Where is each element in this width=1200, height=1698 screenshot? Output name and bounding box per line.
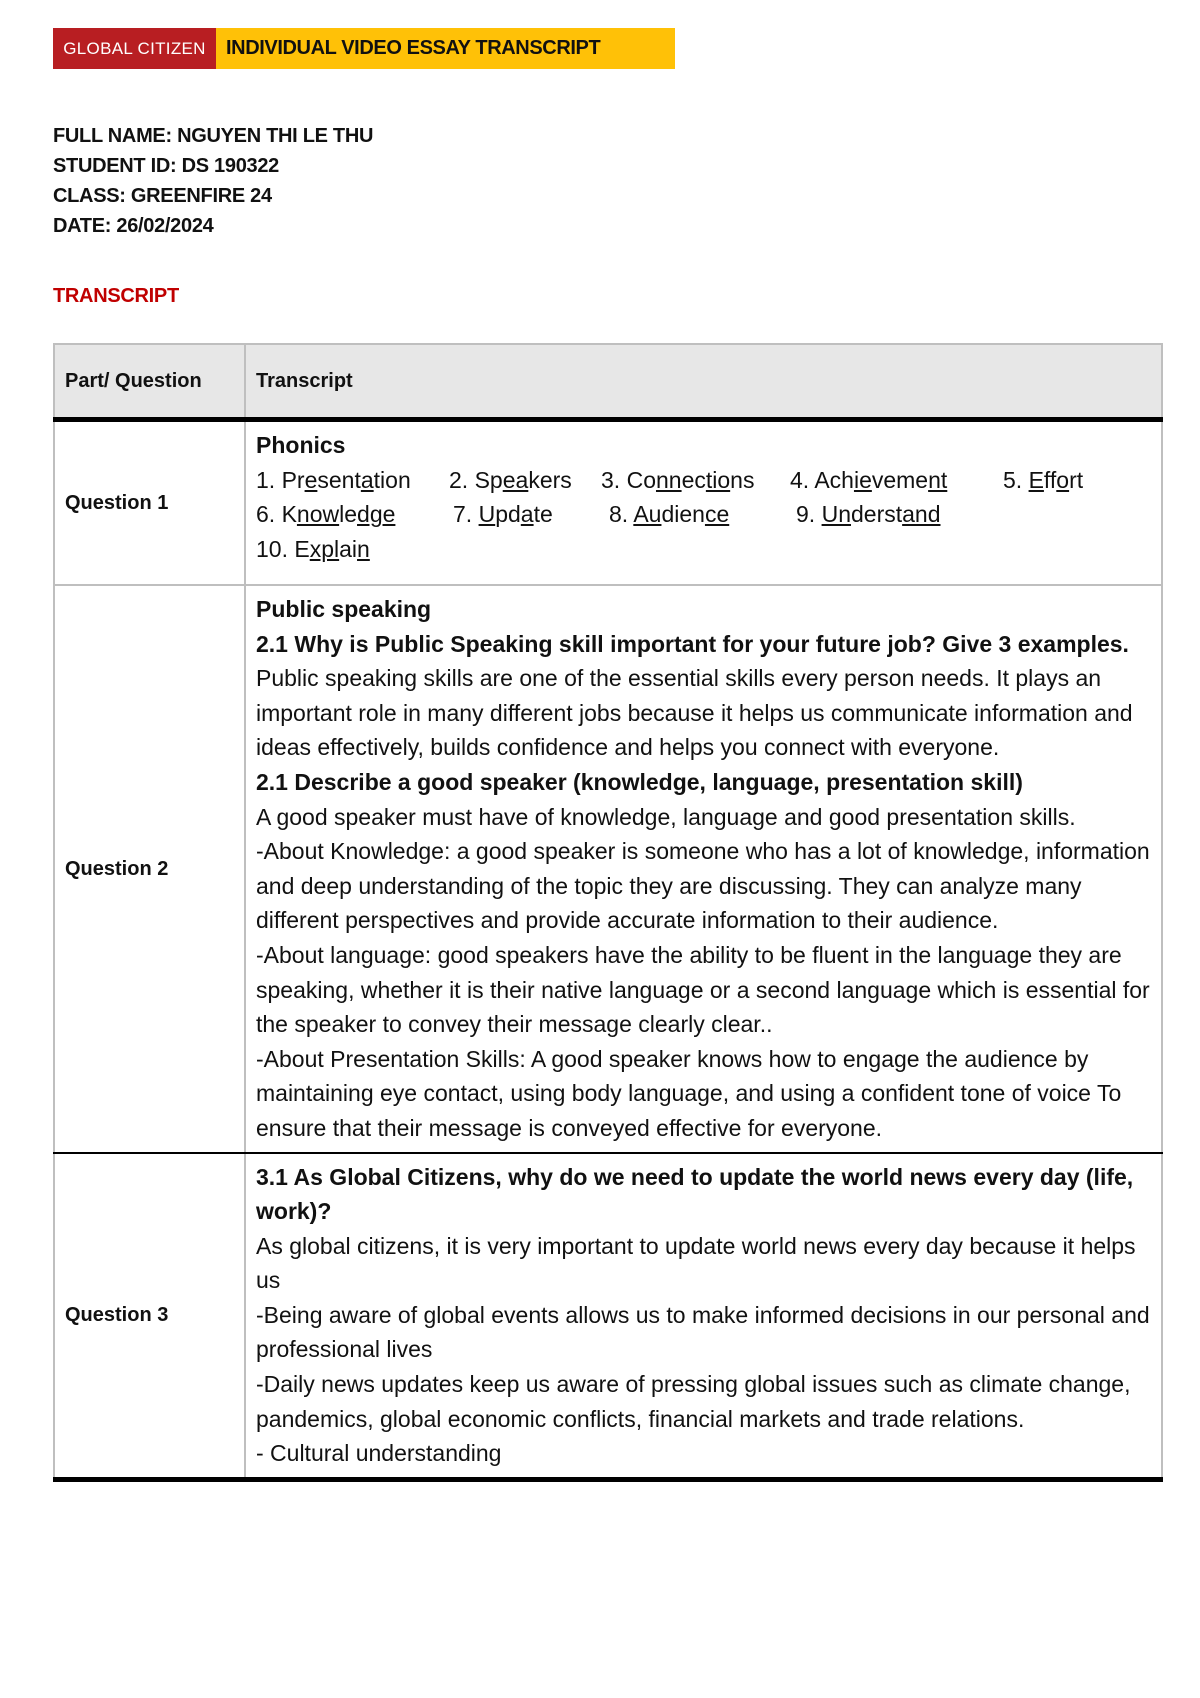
full-name: FULL NAME: NGUYEN THI LE THU xyxy=(53,125,374,147)
phonics-word: 9. Understand xyxy=(796,501,941,528)
phonics-row xyxy=(256,532,1151,567)
question-label: Question 2 xyxy=(54,585,245,1153)
question-label: Question 3 xyxy=(54,1153,245,1480)
table-row-q3 xyxy=(54,1153,1162,1480)
phonics-word: 7. Update xyxy=(453,501,553,528)
student-info xyxy=(53,121,373,241)
question-label: Question 1 xyxy=(54,420,245,586)
transcript-cell xyxy=(245,585,1162,1153)
phonics-word: 5. Effort xyxy=(1003,466,1084,493)
answer-paragraph: -About Presentation Skills: A good speaker knows how to engage the audience by maintaining eye contact, using body language, and using a confident tone of voice To ensure that their message is conveyed effective for everyone. xyxy=(256,1045,1122,1141)
phonics-word: 4. Achievement xyxy=(790,466,948,493)
phonics-row xyxy=(256,497,1151,532)
phonics-word: 2. Speakers xyxy=(449,466,572,493)
header-banner xyxy=(53,28,675,69)
phonics-word: 3. Connections xyxy=(601,466,755,493)
phonics-heading: Phonics xyxy=(256,432,346,458)
answer-paragraph: -Daily news updates keep us aware of pressing global issues such as climate change, pandemics, global economic conflicts, financial markets and trade relations. xyxy=(256,1371,1131,1432)
document-title: INDIVIDUAL VIDEO ESSAY TRANSCRIPT xyxy=(216,28,675,69)
answer-paragraph: - Cultural understanding xyxy=(256,1440,502,1467)
phonics-word: 1. Presentation xyxy=(256,466,411,493)
answer-paragraph: -About Knowledge: a good speaker is someone who has a lot of knowledge, information and deep understanding of the topic they are discussing. They can analyze many different perspectives and provide accurate information to their audience. xyxy=(256,838,1150,934)
transcript-cell xyxy=(245,420,1162,586)
answer-paragraph: Public speaking skills are one of the essential skills every person needs. It plays an important role in many different jobs because it helps us communicate information and ideas effectively, builds confidence and helps you connect with everyone. xyxy=(256,665,1133,761)
transcript-table xyxy=(53,343,1163,1482)
date: DATE: 26/02/2024 xyxy=(53,215,214,237)
class: CLASS: GREENFIRE 24 xyxy=(53,185,272,207)
section-title: TRANSCRIPT xyxy=(53,285,179,307)
sub-question: 3.1 As Global Citizens, why do we need to update the world news every day (life, work)? xyxy=(256,1163,1134,1225)
section-heading: Public speaking xyxy=(256,596,432,622)
answer-paragraph: -Being aware of global events allows us to make informed decisions in our personal and professional lives xyxy=(256,1301,1150,1363)
header-transcript: Transcript xyxy=(245,344,1162,420)
table-row-q2 xyxy=(54,585,1162,1153)
table-row-q1 xyxy=(54,420,1162,586)
answer-paragraph: A good speaker must have of knowledge, language and good presentation skills. xyxy=(256,803,1076,830)
answer-paragraph: As global citizens, it is very important to update world news every day because it helps us xyxy=(256,1232,1136,1294)
phonics-word: 10. Explain xyxy=(256,535,370,562)
header-part-question: Part/ Question xyxy=(54,344,245,420)
brand-logo: GLOBAL CITIZEN xyxy=(53,28,216,69)
table-header-row xyxy=(54,344,1162,420)
phonics-word: 8. Audience xyxy=(609,501,730,528)
sub-question: 2.1 Why is Public Speaking skill important for your future job? Give 3 examples. xyxy=(256,630,1129,657)
answer-paragraph: -About language: good speakers have the ability to be fluent in the language they are speaking, whether it is their native language or a second language which is essential for the speaker to convey their message clearly clear.. xyxy=(256,941,1150,1038)
transcript-cell xyxy=(245,1153,1162,1480)
phonics-row xyxy=(256,463,1151,498)
sub-question: 2.1 Describe a good speaker (knowledge, language, presentation skill) xyxy=(256,768,1023,795)
phonics-word: 6. Knowledge xyxy=(256,501,396,528)
student-id: STUDENT ID: DS 190322 xyxy=(53,155,279,177)
